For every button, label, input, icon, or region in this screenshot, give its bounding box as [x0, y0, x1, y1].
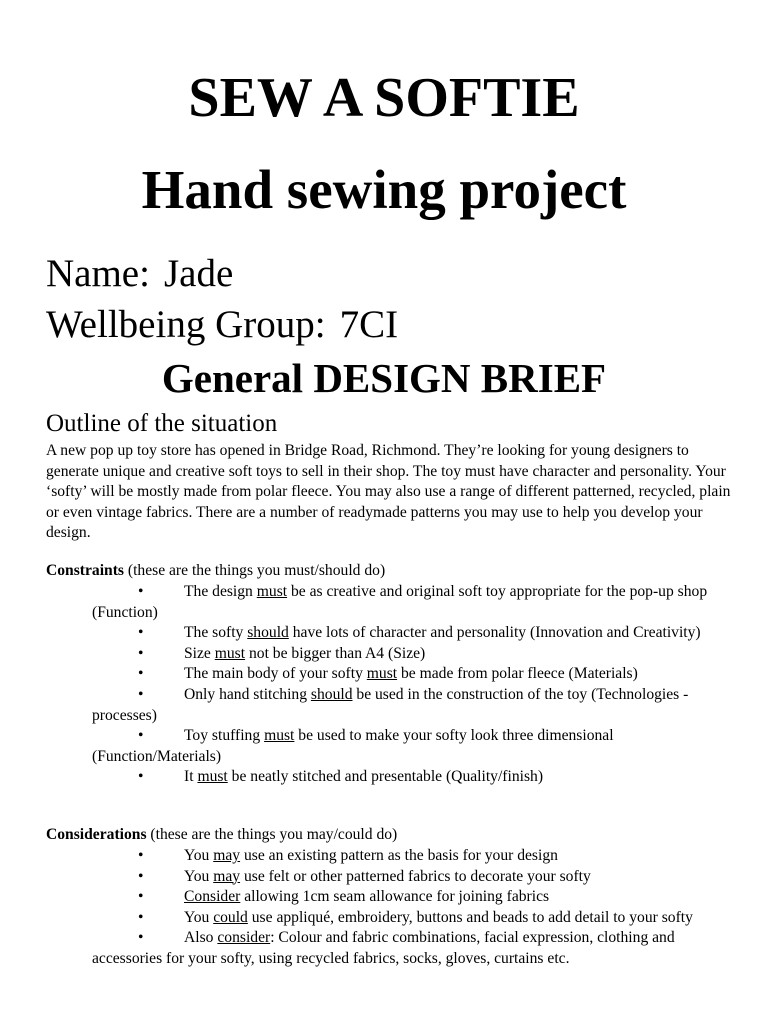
group-label: Wellbeing Group: [46, 303, 326, 346]
name-label: Name: [46, 252, 150, 295]
consideration-item [92, 887, 732, 908]
constraint-item-text-after: be used in the construction of the toy (Technologies - processes) [92, 685, 689, 724]
consideration-item-text-before: You [184, 908, 214, 926]
bullet-icon: • [138, 867, 144, 885]
constraint-item [92, 623, 732, 644]
constraints-heading-label: Constraints [46, 562, 124, 579]
constraint-item-keyword: must [264, 727, 295, 745]
constraint-item-text-before: The softy [184, 624, 248, 642]
constraint-item-keyword: must [256, 583, 288, 600]
consideration-item-text-before: You [184, 847, 214, 864]
outline-paragraph: A new pop up toy store has opened in Bridge Road, Richmond. They’re looking for young designers to generate unique and creative soft toys to sell in their shop. The toy must have character and personality. Your ‘softy’ will be mostly made from polar fleece. You may also use a range of different patterned, recycled, plain or even vintage fabrics. There are a number of readymade patterns you may use to help you develop your design. [46, 442, 731, 542]
constraint-item-text-after: be as creative and original soft toy appropriate for the pop-up shop (Function) [92, 583, 708, 621]
constraint-item-text-before: Only hand stitching [184, 685, 311, 703]
consideration-item-text-before: Also [184, 929, 218, 947]
consideration-item-keyword: Consider [184, 888, 241, 906]
bullet-icon: • [138, 583, 144, 600]
consideration-item-text-after: use appliqué, embroidery, buttons and beads to add detail to your softy [247, 908, 693, 926]
constraints-list [92, 582, 732, 788]
consideration-item-text-after: use felt or other patterned fabrics to decorate your softy [240, 867, 591, 885]
outline-heading: Outline of the situation [46, 410, 278, 437]
student-name-field [46, 251, 233, 297]
name-value: Jade [163, 252, 234, 295]
constraint-item-keyword: must [197, 768, 228, 786]
constraint-item [92, 685, 732, 726]
bullet-icon: • [138, 727, 144, 745]
considerations-heading-label: Considerations [46, 826, 147, 843]
constraint-item-text-after: be made from polar fleece (Materials) [397, 665, 638, 683]
bullet-icon: • [138, 847, 144, 864]
constraint-item-text-after: have lots of character and personality (Innovation and Creativity) [288, 624, 701, 642]
consideration-item [92, 908, 732, 929]
constraint-item-text-before: The design [184, 583, 257, 600]
consideration-item [92, 867, 732, 888]
consideration-item [92, 846, 732, 867]
consideration-item-keyword: may [213, 847, 241, 864]
bullet-icon: • [138, 685, 144, 703]
bullet-icon: • [138, 644, 144, 662]
group-value: 7CI [339, 303, 399, 346]
considerations-heading [46, 825, 736, 846]
constraint-item-text-after: not be bigger than A4 (Size) [245, 644, 426, 662]
bullet-icon: • [138, 888, 144, 906]
consideration-item-keyword: could [213, 908, 248, 926]
considerations-heading-note: (these are the things you may/could do) [146, 826, 398, 843]
constraints-heading-note: (these are the things you must/should do) [123, 562, 386, 579]
design-brief-title: General DESIGN BRIEF [161, 355, 607, 401]
constraint-item-text-after: be used to make your softy look three dimensional (Function/Materials) [92, 727, 614, 765]
constraint-item-text-before: Size [184, 644, 215, 662]
consideration-item-text-before: You [184, 867, 214, 885]
bullet-icon: • [138, 768, 144, 786]
bullet-icon: • [138, 929, 144, 947]
consideration-item-text-after: : Colour and fabric combinations, facial expression, clothing and accessories for your softy, using recycled fabrics, socks, gloves, curtains etc. [92, 929, 675, 967]
bullet-icon: • [138, 665, 144, 683]
page-subtitle: Hand sewing project [141, 159, 627, 220]
constraint-item-keyword: must [366, 665, 398, 683]
constraint-item-text-before: The main body of your softy [184, 665, 367, 683]
consideration-item-keyword: consider [217, 929, 271, 947]
bullet-icon: • [138, 624, 144, 642]
constraint-item-text-before: It [184, 768, 198, 786]
page-title: SEW A SOFTIE [188, 67, 580, 129]
constraint-item-text-before: Toy stuffing [184, 727, 265, 745]
constraint-item-keyword: should [310, 685, 353, 703]
constraint-item [92, 664, 732, 685]
consideration-item-keyword: may [213, 867, 241, 885]
consideration-item-text-after: use an existing pattern as the basis for your design [240, 847, 558, 864]
wellbeing-group-field [46, 302, 398, 348]
considerations-list [92, 846, 732, 970]
constraint-item [92, 582, 732, 623]
constraint-item [92, 767, 732, 788]
consideration-item-text-after: allowing 1cm seam allowance for joining fabrics [240, 888, 550, 906]
consideration-item [92, 928, 732, 969]
constraint-item-text-after: be neatly stitched and presentable (Quality/finish) [227, 768, 544, 786]
constraint-item-keyword: should [247, 624, 289, 642]
constraint-item-keyword: must [214, 644, 246, 662]
bullet-icon: • [138, 908, 144, 926]
constraint-item [92, 644, 732, 665]
constraint-item [92, 726, 732, 767]
constraints-heading [46, 561, 736, 582]
